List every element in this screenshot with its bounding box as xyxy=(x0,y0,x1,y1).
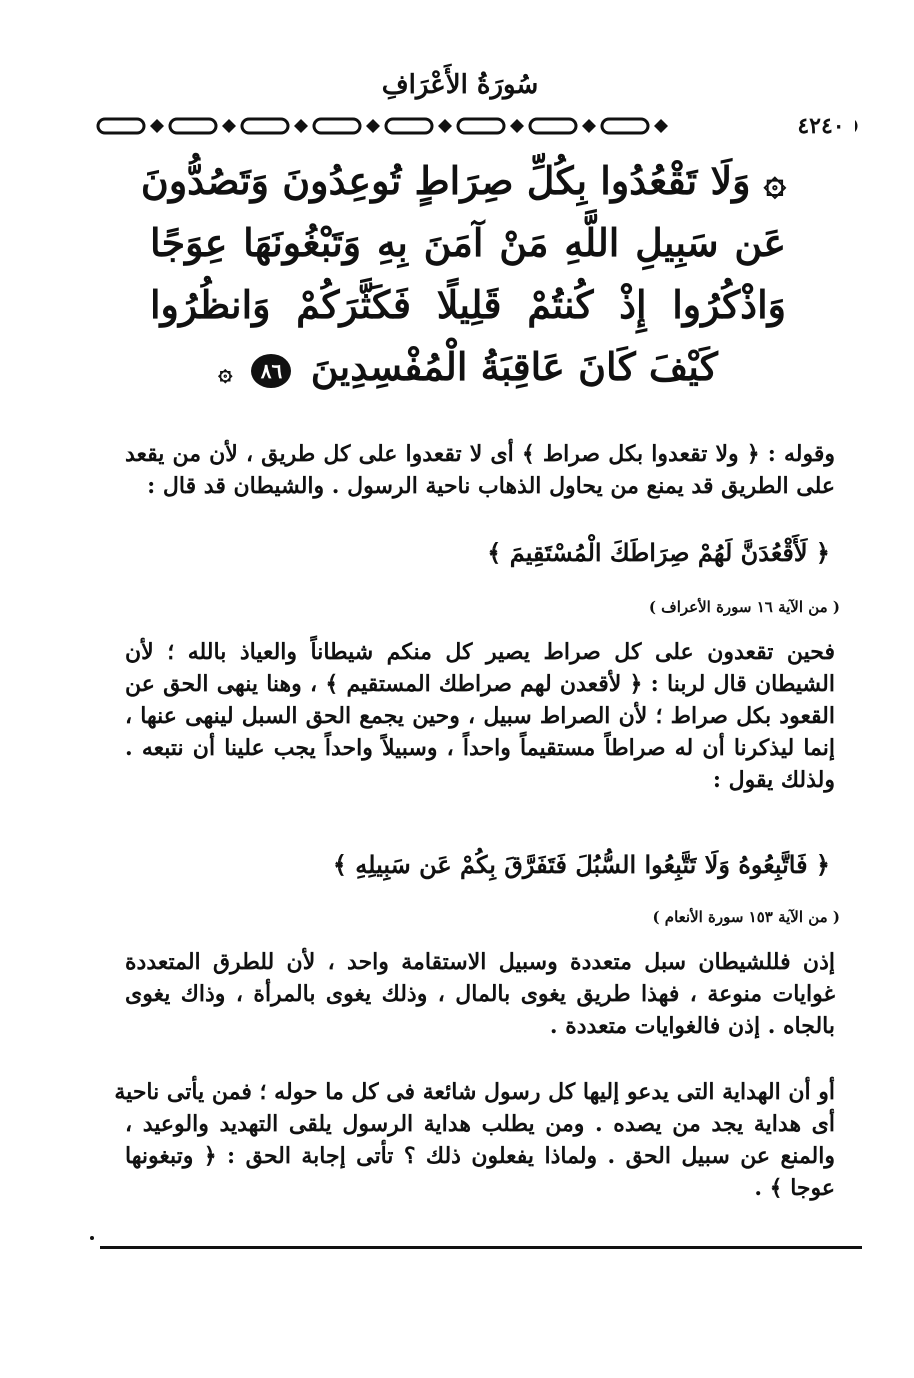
text-line: القعود بكل صراط ؛ لأن الصراط سبيل ، وحين يجمع الحق السبل لينهى عنها ، xyxy=(125,703,835,729)
chain-diamond xyxy=(294,119,308,133)
chain-diamond xyxy=(150,119,164,133)
chain-link xyxy=(98,119,144,133)
text-line: ولذلك يقول : xyxy=(712,767,835,793)
quran-verse xyxy=(140,150,786,398)
chain-link xyxy=(602,119,648,133)
chain-diamond xyxy=(654,119,668,133)
decorative-header-band xyxy=(92,108,862,144)
chain-diamond xyxy=(366,119,380,133)
text-line: أو أن الهداية التى يدعو إليها كل رسول شائعة فى كل ما حوله ؛ فمن يأتى ناحية xyxy=(114,1079,835,1105)
chain-diamond xyxy=(582,119,596,133)
chain-ornament xyxy=(92,108,862,144)
text-line: عوجا ﴾ . xyxy=(754,1175,835,1201)
ayah-number-marker: ٨٦ xyxy=(251,354,291,388)
chain-link xyxy=(242,119,288,133)
text-line: فحين تقعدون على كل صراط يصير كل منكم شيطاناً والعياذ بالله ؛ لأن xyxy=(125,639,835,665)
text-line: غوايات منوعة ، فهذا طريق يغوى بالمال ، وذلك يغوى بالمرأة ، وذاك يغوى xyxy=(125,981,835,1007)
verse-text: وَاذْكُرُوا إِذْ كُنتُمْ قَلِيلًا فَكَثَّرَكُمْ وَانظُرُوا xyxy=(150,282,786,327)
text-line: بالجاه . إذن فالغوايات متعددة . xyxy=(549,1013,835,1039)
quote-citation-2: ( من الآية ١٥٣ سورة الأنعام ) xyxy=(652,908,840,926)
commentary-paragraph-4 xyxy=(114,1076,835,1204)
commentary-paragraph-2 xyxy=(125,636,835,796)
chain-diamond xyxy=(222,119,236,133)
text-line: الشيطان قال لربنا : ﴿ لأقعدن لهم صراطك المستقيم ﴾ ، وهنا ينهى الحق عن xyxy=(125,671,835,697)
verse-text: كَيْفَ كَانَ عَاقِبَةُ الْمُفْسِدِينَ xyxy=(310,344,718,389)
text-line: وقوله : ﴿ ولا تقعدوا بكل صراط ﴾ أى لا تقعدوا على كل طريق ، لأن من يقعد xyxy=(125,441,835,467)
commentary-paragraph-3 xyxy=(125,946,835,1042)
quran-quote-2: ﴿ فَاتَّبِعُوهُ وَلَا تَتَّبِعُوا السُّبُلَ فَتَفَرَّقَ بِكُمْ عَن سَبِيلِهِ ﴾ xyxy=(332,850,830,879)
text-line: أى هداية يجد من يصده . ومن يطلب هداية الرسول يلقى التهديد والوعيد ، xyxy=(125,1111,835,1137)
verse-end-ornament-icon: ۞ xyxy=(218,357,233,386)
chain-link xyxy=(530,119,576,133)
footer-rule xyxy=(100,1246,862,1249)
verse-line xyxy=(150,274,786,336)
page-number: ٤٢٤٠ xyxy=(787,112,855,140)
margin-mark xyxy=(90,1236,94,1240)
commentary-paragraph-1 xyxy=(125,438,835,502)
text-line: إنما ليذكرنا أن له صراطاً مستقيماً واحداً ، وسبيلاً واحداً يجب علينا أن نتبعه . xyxy=(125,735,835,761)
verse-text: عَن سَبِيلِ اللَّهِ مَنْ آمَنَ بِهِ وَتَبْغُونَهَا عِوَجًا xyxy=(150,220,786,265)
quote-citation-1: ( من الآية ١٦ سورة الأعراف ) xyxy=(648,598,840,616)
text-line: إذن فللشيطان سبل متعددة وسبيل الاستقامة واحد ، لأن للطرق المتعددة xyxy=(125,949,835,975)
chain-diamond xyxy=(438,119,452,133)
verse-line xyxy=(150,336,786,398)
chain-diamond xyxy=(510,119,524,133)
quran-quote-1: ﴿ لَأَقْعُدَنَّ لَهُمْ صِرَاطَكَ الْمُسْتَقِيمَ ﴾ xyxy=(487,538,830,567)
verse-text: ۞ وَلَا تَقْعُدُوا بِكُلِّ صِرَاطٍ تُوعِدُونَ وَتَصُدُّونَ xyxy=(140,158,786,203)
chain-link xyxy=(314,119,360,133)
text-line: على الطريق قد يمنع من يحاول الذهاب ناحية الرسول . والشيطان قد قال : xyxy=(147,473,835,499)
chain-link xyxy=(386,119,432,133)
verse-line xyxy=(150,212,786,274)
chain-link xyxy=(170,119,216,133)
text-line: والمنع عن سبيل الحق . ولماذا يفعلون ذلك ؟ تأتى إجابة الحق : ﴿ وتبغونها xyxy=(125,1143,835,1169)
chain-link xyxy=(458,119,504,133)
surah-title: سُورَةُ الأَعْرَافِ xyxy=(381,70,539,100)
verse-line xyxy=(140,150,786,212)
